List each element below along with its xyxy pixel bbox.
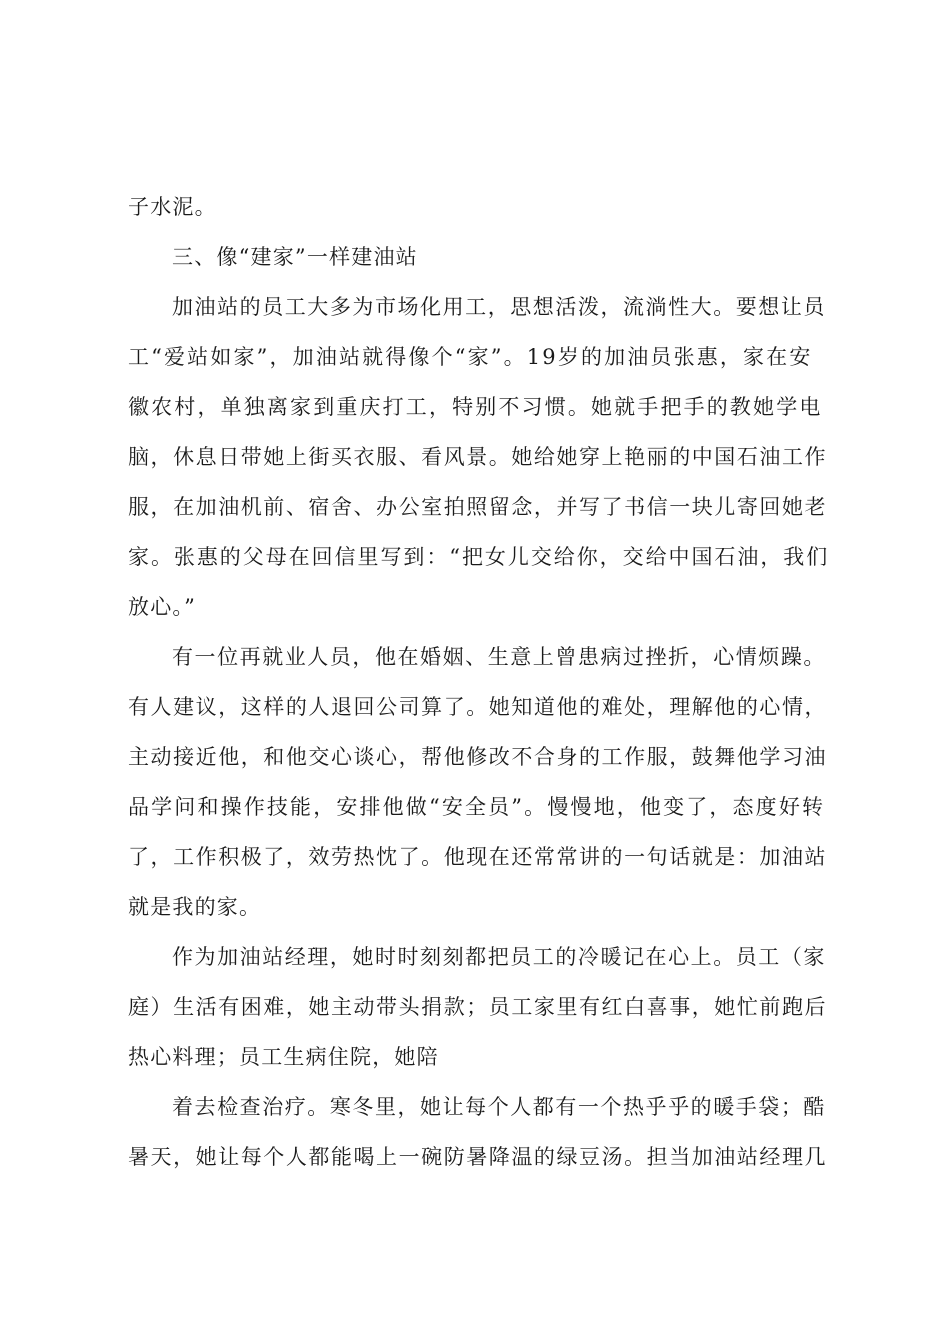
text-line: 有人建议，这样的人退回公司算了。她知道他的难处，理解他的心情， (128, 695, 828, 719)
text-line: 作为加油站经理，她时时刻刻都把员工的冷暖记在心上。员工（家 (172, 945, 826, 969)
text-line: 就是我的家。 (128, 895, 262, 919)
text-line: 家。张惠的父母在回信里写到：“把女儿交给你，交给中国石油，我们 (128, 545, 830, 569)
text-line: 暑天，她让每个人都能喝上一碗防暑降温的绿豆汤。担当加油站经理几 (128, 1145, 828, 1169)
section-heading: 三、像“建家”一样建油站 (172, 245, 418, 269)
text-line: 子水泥。 (128, 195, 217, 219)
text-line: 放心。” (128, 595, 197, 619)
text-line: 着去检查治疗。寒冬里，她让每个人都有一个热乎乎的暖手袋；酷 (172, 1095, 826, 1119)
text-line: 工“爱站如家”，加油站就得像个“家”。19岁的加油员张惠，家在安 (128, 345, 813, 369)
text-line: 庭）生活有困难，她主动带头捐款；员工家里有红白喜事，她忙前跑后 (128, 995, 828, 1019)
text-line: 徽农村，单独离家到重庆打工，特别不习惯。她就手把手的教她学电 (128, 395, 823, 419)
text-line: 脑，休息日带她上街买衣服、看风景。她给她穿上艳丽的中国石油工作 (128, 445, 828, 469)
text-line: 品学问和操作技能，安排他做“安全员”。慢慢地，他变了，态度好转 (128, 795, 826, 819)
text-line: 热心料理；员工生病住院，她陪 (128, 1045, 439, 1069)
text-line: 服，在加油机前、宿舍、办公室拍照留念，并写了书信一块儿寄回她老 (128, 495, 828, 519)
text-line: 有一位再就业人员，他在婚姻、生意上曾患病过挫折，心情烦躁。 (172, 645, 826, 669)
text-line: 了，工作积极了，效劳热忱了。他现在还常常讲的一句话就是：加油站 (128, 845, 828, 869)
text-line: 加油站的员工大多为市场化用工，思想活泼，流淌性大。要想让员 (172, 295, 826, 319)
text-line: 主动接近他，和他交心谈心，帮他修改不合身的工作服，鼓舞他学习油 (128, 745, 828, 769)
